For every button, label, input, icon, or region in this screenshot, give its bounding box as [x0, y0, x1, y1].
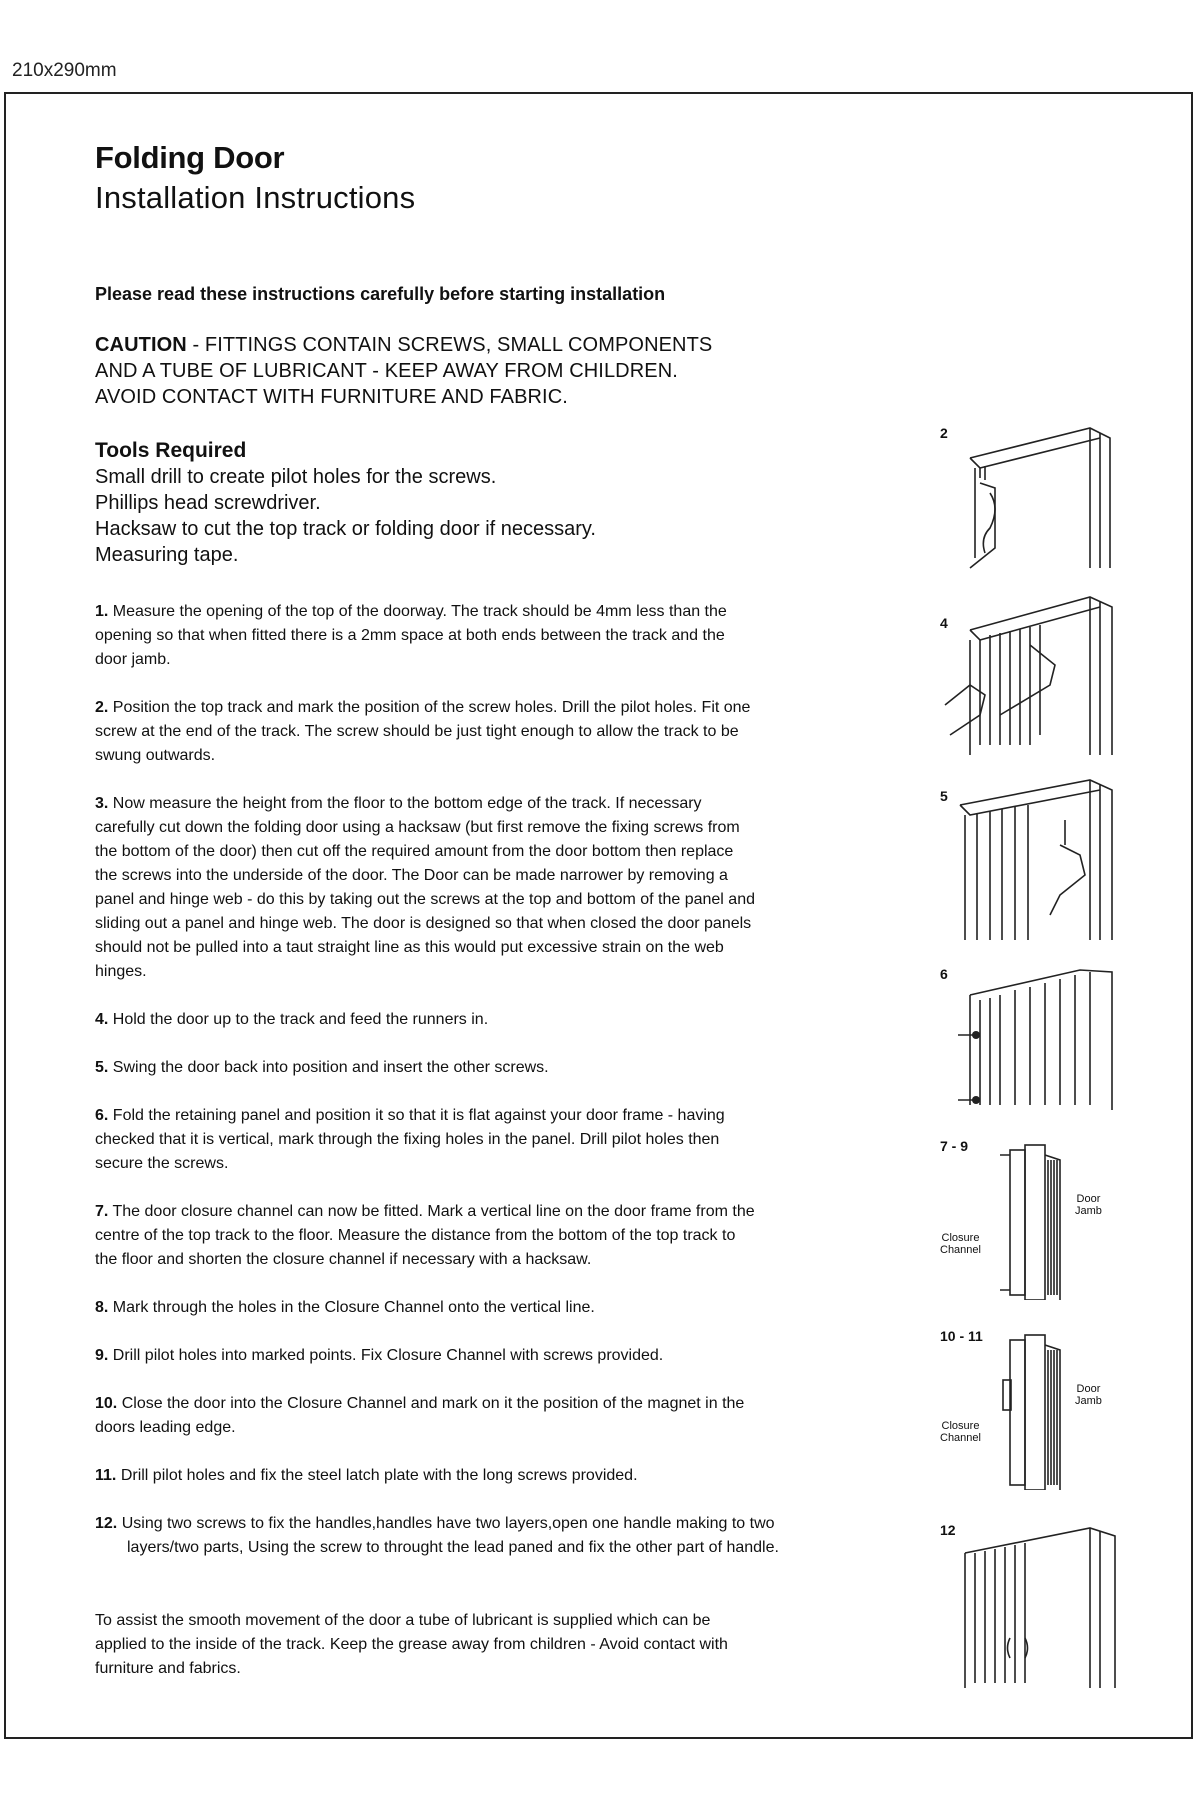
- step-8: [95, 1296, 885, 1320]
- tools-item: Phillips head screwdriver.: [95, 492, 321, 514]
- step-line: checked that it is vertical, mark through the fixing holes in the panel. Drill pilot holes then: [95, 1131, 720, 1148]
- door-panel-line: [965, 805, 1028, 940]
- step-line: [95, 792, 885, 816]
- document-subtitle: Installation Instructions: [95, 180, 416, 215]
- step-number: 11.: [95, 1467, 117, 1484]
- step-line: panel and hinge web - do this by taking out the screws at the top and bottom of the panel and: [95, 891, 755, 908]
- closure-channel-label-2: [940, 1420, 981, 1444]
- step-line: [95, 1008, 885, 1032]
- door-jamb-word-1: Door: [1076, 1383, 1101, 1395]
- step-line: [95, 1104, 885, 1128]
- step-line: opening so that when fitted there is a 2mm space at both ends between the track and the: [95, 627, 725, 644]
- step-line: [95, 1512, 885, 1536]
- step-line: should not be pulled into a taut straight line as this would put excessive strain on the web: [95, 939, 724, 956]
- note-line: To assist the smooth movement of the door a tube of lubricant is supplied which can be: [95, 1612, 711, 1629]
- step-line: [95, 696, 885, 720]
- door-jamb: [1025, 1335, 1045, 1490]
- closure-channel-label-1: [940, 1232, 981, 1256]
- tools-item: Small drill to create pilot holes for the screws.: [95, 466, 497, 488]
- step-line: [95, 1392, 885, 1416]
- figure-6-label: 6: [940, 966, 948, 982]
- screw-head-icon: [972, 1031, 980, 1039]
- figure-10-11-illustration: [1000, 1330, 1070, 1490]
- door-frame-line: [970, 428, 1110, 568]
- hatch-lines: [1048, 1160, 1057, 1295]
- step-10: [95, 1392, 885, 1440]
- step-number: 1.: [95, 603, 109, 620]
- caution-block: [95, 332, 712, 410]
- hand-drawing: [1050, 845, 1085, 915]
- step-5: [95, 1056, 885, 1080]
- door-jamb-word-1: Door: [1076, 1193, 1101, 1205]
- closure-channel: [1010, 1150, 1025, 1295]
- caution-line-1: [95, 332, 712, 358]
- step-line: [95, 1296, 885, 1320]
- step-line: [95, 600, 885, 624]
- door-panel-line: [975, 1543, 1025, 1683]
- closure-channel-word-1: Closure: [941, 1232, 980, 1244]
- step-line: swung outwards.: [95, 747, 216, 764]
- door-jamb-word-2: Jamb: [1075, 1395, 1102, 1407]
- step-number: 9.: [95, 1347, 109, 1364]
- door-jamb: [1025, 1145, 1045, 1300]
- step-line: [95, 1344, 885, 1368]
- door-jamb-word-2: Jamb: [1075, 1205, 1102, 1217]
- figure-12-label: 12: [940, 1522, 956, 1538]
- step-text: The door closure channel can now be fitted. Mark a vertical line on the door frame from the: [112, 1203, 755, 1220]
- hand-drawing: [1000, 645, 1055, 715]
- page-size-label: 210x290mm: [12, 60, 117, 81]
- figure-10-11-label: 10 - 11: [940, 1328, 983, 1344]
- step-text: Hold the door up to the track and feed the runners in.: [112, 1011, 489, 1028]
- door-panel-line: [990, 625, 1040, 745]
- step-9: [95, 1344, 885, 1368]
- caution-line-2: AND A TUBE OF LUBRICANT - KEEP AWAY FROM CHILDREN.: [95, 360, 678, 382]
- door-jamb-label-1: [1075, 1193, 1102, 1217]
- caution-line-3: AVOID CONTACT WITH FURNITURE AND FABRIC.: [95, 386, 568, 408]
- step-number: 12.: [95, 1515, 118, 1532]
- step-line: [95, 1200, 885, 1224]
- hand-drawing: [983, 493, 995, 553]
- screw-head-icon: [972, 1096, 980, 1104]
- figure-12-illustration: [955, 1518, 1120, 1693]
- step-text: Using two screws to fix the handles,handles have two layers,open one handle making to two: [121, 1515, 775, 1532]
- step-7: [95, 1200, 885, 1272]
- figure-7-9-label: 7 - 9: [940, 1138, 969, 1154]
- tools-heading: Tools Required: [95, 439, 247, 462]
- step-text: Position the top track and mark the position of the screw holes. Drill the pilot holes. Fit one: [112, 699, 751, 716]
- figure-6-illustration: [940, 950, 1120, 1110]
- tools-item: Measuring tape.: [95, 544, 239, 566]
- caution-label: CAUTION: [95, 334, 187, 356]
- note-line: furniture and fabrics.: [95, 1660, 241, 1677]
- step-line: door jamb.: [95, 651, 171, 668]
- step-number: 2.: [95, 699, 109, 716]
- closure-channel-word-1: Closure: [941, 1420, 980, 1432]
- hand-drawing: [945, 685, 985, 735]
- door-panel-line: [980, 972, 1090, 1105]
- tools-section: [95, 438, 596, 568]
- step-text: Mark through the holes in the Closure Channel onto the vertical line.: [112, 1299, 595, 1316]
- figure-5-illustration: [940, 775, 1120, 945]
- step-text: Swing the door back into position and insert the other screws.: [112, 1059, 549, 1076]
- step-line: carefully cut down the folding door using a hacksaw (but first remove the fixing screws from: [95, 819, 740, 836]
- step-1: [95, 600, 885, 672]
- figure-4-label: 4: [940, 615, 948, 631]
- step-text: Drill pilot holes and fix the steel latch plate with the long screws provided.: [120, 1467, 638, 1484]
- step-line: doors leading edge.: [95, 1419, 236, 1436]
- header: [95, 140, 875, 216]
- step-line: [95, 1464, 885, 1488]
- door-frame-line: [1090, 1528, 1100, 1688]
- closure-channel-word-2: Channel: [940, 1244, 981, 1256]
- tools-item: Hacksaw to cut the top track or folding door if necessary.: [95, 518, 596, 540]
- step-number: 4.: [95, 1011, 109, 1028]
- step-line: the bottom of the door) then cut off the required amount from the door bottom then replace: [95, 843, 734, 860]
- step-4: [95, 1008, 885, 1032]
- figure-5-label: 5: [940, 788, 948, 804]
- step-text: Drill pilot holes into marked points. Fix Closure Channel with screws provided.: [112, 1347, 664, 1364]
- caution-text-1: - FITTINGS CONTAIN SCREWS, SMALL COMPONENTS: [186, 334, 713, 356]
- figure-2-label: 2: [940, 425, 948, 441]
- step-line: sliding out a panel and hinge web. The door is designed so that when closed the door panels: [95, 915, 752, 932]
- step-number: 8.: [95, 1299, 109, 1316]
- step-number: 5.: [95, 1059, 109, 1076]
- step-number: 6.: [95, 1107, 109, 1124]
- step-3: [95, 792, 885, 984]
- closure-channel: [1010, 1340, 1025, 1485]
- hatch-lines: [1048, 1350, 1057, 1485]
- top-track: [960, 790, 1100, 815]
- closure-channel-word-2: Channel: [940, 1432, 981, 1444]
- step-text: Measure the opening of the top of the doorway. The track should be 4mm less than the: [112, 603, 727, 620]
- step-12: [95, 1512, 885, 1560]
- step-number: 7.: [95, 1203, 109, 1220]
- screw-icon: [1000, 1155, 1010, 1290]
- document-title: Folding Door: [95, 140, 285, 175]
- step-number: 3.: [95, 795, 109, 812]
- door-frame-line: [960, 780, 1112, 940]
- lubricant-note: [95, 1609, 855, 1681]
- figure-2-illustration: [940, 418, 1120, 578]
- step-11: [95, 1464, 885, 1488]
- door-jamb-label-2: [1075, 1383, 1102, 1407]
- step-line: [95, 1056, 885, 1080]
- step-line: the screws into the underside of the door. The Door can be made narrower by removing a: [95, 867, 728, 884]
- step-line: the floor and shorten the closure channel if necessary with a hacksaw.: [95, 1251, 592, 1268]
- note-line: applied to the inside of the track. Keep the grease away from children - Avoid contact with: [95, 1636, 728, 1653]
- step-line: hinges.: [95, 963, 147, 980]
- step-text: Fold the retaining panel and position it so that it is flat against your door frame - having: [112, 1107, 725, 1124]
- step-line: secure the screws.: [95, 1155, 229, 1172]
- figure-7-9-illustration: [1000, 1140, 1070, 1300]
- step-line: screw at the end of the track. The screw should be just tight enough to allow the track to be: [95, 723, 739, 740]
- door-frame-line: [965, 1528, 1115, 1688]
- step-line: layers/two parts, Using the screw to throught the lead paned and fix the other part of handle.: [127, 1539, 779, 1556]
- intro-text: Please read these instructions carefully before starting installation: [95, 284, 666, 304]
- figure-4-illustration: [940, 585, 1120, 760]
- step-text: Close the door into the Closure Channel and mark on it the position of the magnet in the: [121, 1395, 745, 1412]
- step-2: [95, 696, 885, 768]
- step-number: 10.: [95, 1395, 118, 1412]
- step-text: Now measure the height from the floor to the bottom edge of the track. If necessary: [112, 795, 702, 812]
- step-line: centre of the top track to the floor. Measure the distance from the bottom of the top track to: [95, 1227, 736, 1244]
- step-6: [95, 1104, 885, 1176]
